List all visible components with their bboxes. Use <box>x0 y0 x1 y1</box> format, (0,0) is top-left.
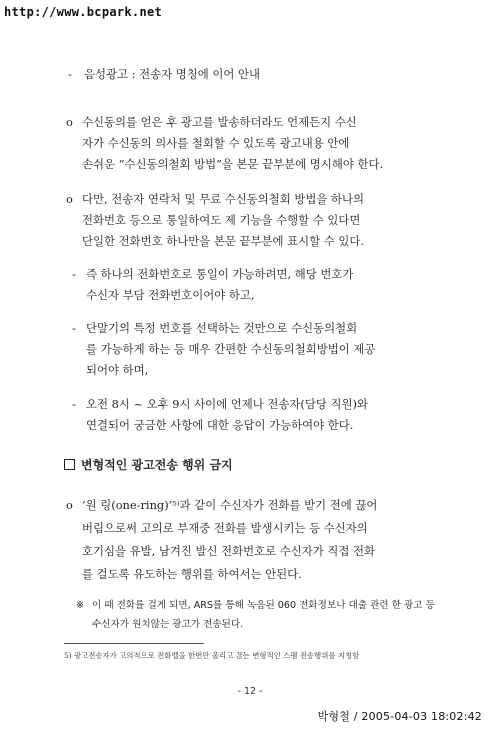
line: 오전 8시 ~ 오후 9시 사이에 언제나 전송자(담당 직원)와 <box>86 397 368 411</box>
line: 다만, 전송자 연락처 및 무료 수신동의철회 방법을 하나의 <box>82 192 365 206</box>
list-item-single-number <box>66 189 438 252</box>
list-item-response-hours <box>72 394 438 436</box>
line: 즉 하나의 전화번호로 통일이 가능하려면, 해당 번호가 <box>86 267 354 281</box>
o-marker: o <box>66 115 73 129</box>
line: 단일한 전화번호 하나만을 본문 끝부분에 표시할 수 있다. <box>82 234 365 248</box>
dash-marker: - <box>72 397 76 411</box>
line: 한 광고 등 수신자가 원치않는 광고가 전송된다. <box>92 600 435 630</box>
line: 호기심을 유발, 남겨진 발신 전화번호로 수신자가 직접 전화 <box>82 544 376 558</box>
line: ‘원 링(one-ring)’⁵⁾과 같이 수신자가 전화를 받기 전에 끊어 <box>82 498 378 512</box>
line: 음성광고 : 전송자 명칭에 이어 안내 <box>84 67 260 81</box>
line: 되어야 하며, <box>86 363 149 377</box>
dash-marker: - <box>68 67 72 81</box>
line: 손쉬운 “수신동의철회 방법”을 본문 끝부분에 명시해야 한다. <box>82 157 384 171</box>
dash-marker: - <box>72 321 76 335</box>
page-number: - 12 - <box>237 686 263 697</box>
line: 자가 수신동의 의사를 철회할 수 있도록 광고내용 안에 <box>82 136 350 150</box>
section-heading <box>64 456 233 473</box>
line: 를 가능하게 하는 등 매우 간편한 수신동의철회방법이 제공 <box>86 342 376 356</box>
footnote-divider <box>64 643 204 644</box>
print-stamp: 박형철 / 2005-04-03 18:02:42 <box>317 710 482 723</box>
line: 연결되어 궁금한 사항에 대한 응답이 가능하여야 한다. <box>86 418 354 432</box>
list-item-audio-ad <box>68 64 446 85</box>
reference-mark: ※ <box>76 600 85 611</box>
list-item-one-ring <box>66 494 438 586</box>
line: 전화번호 등으로 통일하여도 제 기능을 수행할 수 있다면 <box>82 213 361 227</box>
list-item-handset-number <box>72 318 438 381</box>
line: 수신자 부담 전화번호이어야 하고, <box>86 288 255 302</box>
checkbox-square-icon <box>64 459 75 470</box>
list-item-consent-withdrawal <box>66 112 438 175</box>
o-marker: o <box>66 192 73 206</box>
section-heading-text: 변형적인 광고전송 행위 금지 <box>81 458 233 472</box>
watermark-url: http://www.bcpark.net <box>4 5 163 19</box>
line: 이 때 전화를 걸게 되면, ARS를 통해 녹음된 060 전화정보나 대출 관련 <box>92 600 389 611</box>
line: 버림으로써 고의로 부재중 전화를 발생시키는 등 수신자의 <box>82 521 368 535</box>
line: 수신동의를 얻은 후 광고를 발송하더라도 언제든지 수신 <box>82 115 357 129</box>
footnote: 5) 광고전송자가 고의적으로 전화벨을 한번만 울리고 끊는 변형적인 스팸 전송행위를 지칭함 <box>64 651 360 660</box>
line: 단말기의 특정 번호를 선택하는 것만으로 수신동의철회 <box>86 321 358 335</box>
dash-marker: - <box>72 267 76 281</box>
line: 를 걸도록 유도하는 행위를 하여서는 안된다. <box>82 567 302 581</box>
o-marker: o <box>66 498 73 512</box>
list-item-toll-free <box>72 264 438 306</box>
reference-note <box>76 596 446 634</box>
